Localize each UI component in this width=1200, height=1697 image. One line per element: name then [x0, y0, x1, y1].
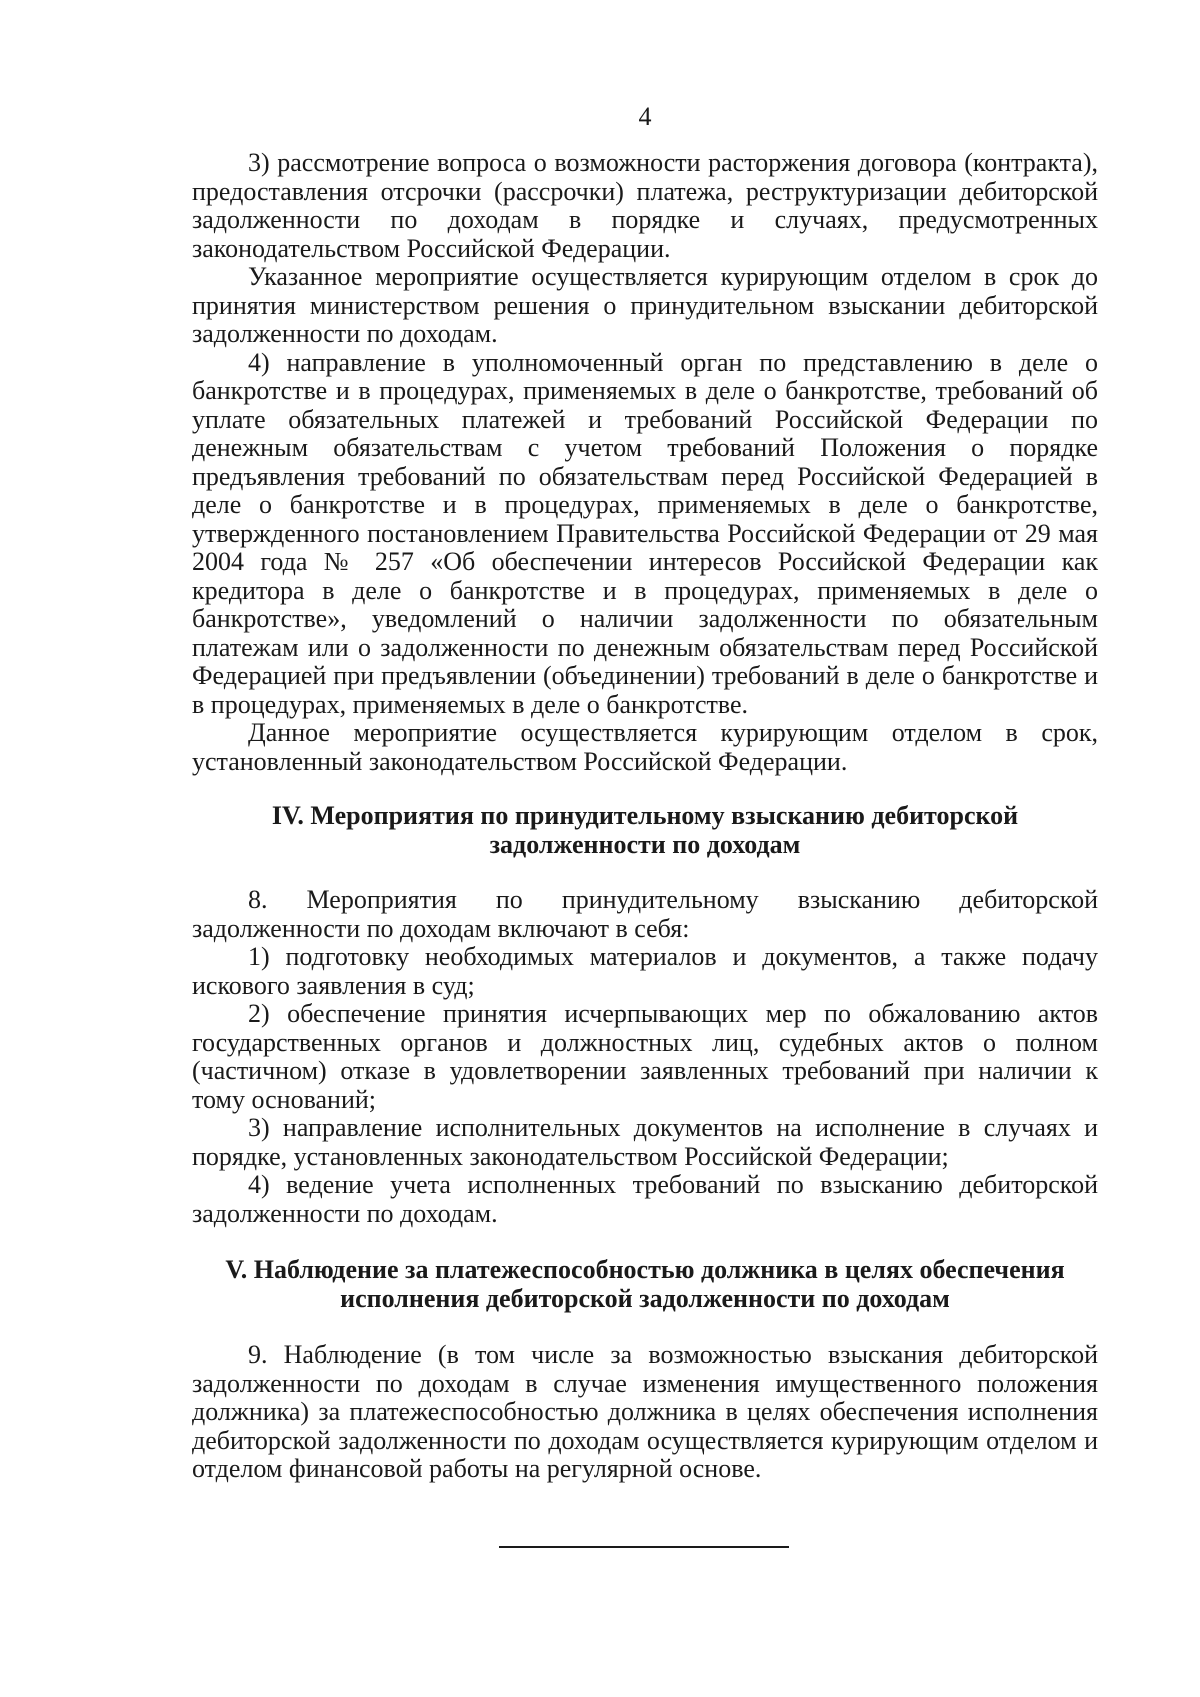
section-iv-heading-line2: задолженности по доходам	[489, 830, 801, 859]
paragraph-item-3-note: Указанное мероприятие осуществляется курирующим отделом в срок до принятия министерством решения о принудительном взыскании дебиторской задолженности по доходам.	[192, 262, 1098, 348]
document-page	[192, 0, 1098, 1697]
paragraph-point-8-4: 4) ведение учета исполненных требований по взысканию дебиторской задолженности по доходам.	[192, 1170, 1098, 1228]
paragraph-point-9: 9. Наблюдение (в том числе за возможностью взыскания дебиторской задолженности по доходам в случае изменения имущественного положения должника) за платежеспособностью должника в целях обеспечения исполнения дебиторской задолженности по доходам осуществляется курирующим отделом и отделом финансовой работы на регулярной основе.	[192, 1340, 1098, 1483]
document-body	[192, 149, 1098, 1484]
paragraph-point-8-1: 1) подготовку необходимых материалов и документов, а также подачу искового заявления в суд;	[192, 942, 1098, 1000]
paragraph-point-8: 8. Мероприятия по принудительному взысканию дебиторской задолженности по доходам включают в себя:	[192, 885, 1098, 943]
end-divider-line	[499, 1546, 789, 1548]
page-number: 4	[638, 102, 652, 131]
paragraph-point-8-2: 2) обеспечение принятия исчерпывающих мер по обжалованию актов государственных органов и должностных лиц, судебных актов о полном (частичном) отказе в удовлетворении заявленных требований при наличии к тому оснований;	[192, 999, 1098, 1114]
section-v-heading-line1: V. Наблюдение за платежеспособностью должника в целях обеспечения	[225, 1255, 1065, 1284]
section-iv-heading	[192, 801, 1098, 859]
paragraph-item-3: 3) рассмотрение вопроса о возможности расторжения договора (контракта), предоставления отсрочки (рассрочки) платежа, реструктуризации дебиторской задолженности по доходам в порядке и случаях, предусмотренных законодательством Российской Федерации.	[192, 148, 1098, 263]
section-v-heading-line2: исполнения дебиторской задолженности по доходам	[340, 1284, 950, 1313]
paragraph-item-4-note: Данное мероприятие осуществляется курирующим отделом в срок, установленный законодательством Российской Федерации.	[192, 718, 1098, 776]
paragraph-item-4: 4) направление в уполномоченный орган по представлению в деле о банкротстве и в процедурах, применяемых в деле о банкротстве, требований об уплате обязательных платежей и требований Российской Федерации по денежным обязательствам с учетом требований Положения о порядке предъявления требований по обязательствам перед Российской Федерацией в деле о банкротстве и в процедурах, применяемых в деле о банкротстве, утвержденного постановлением Правительства Российской Федерации от 29 мая 2004 года № 257 «Об обеспечении интересов Российской Федерации как кредитора в деле о банкротстве и в процедурах, применяемых в деле о банкротстве», уведомлений о наличии задолженности по обязательным платежам или о задолженности по денежным обязательствам перед Российской Федерацией при предъявлении (объединении) требований в деле о банкротстве и в процедурах, применяемых в деле о банкротстве.	[192, 347, 1098, 719]
paragraph-point-8-3: 3) направление исполнительных документов на исполнение в случаях и порядке, установленных законодательством Российской Федерации;	[192, 1113, 1098, 1171]
section-iv-heading-line1: IV. Мероприятия по принудительному взысканию дебиторской	[271, 801, 1019, 830]
section-v-heading	[192, 1255, 1098, 1313]
